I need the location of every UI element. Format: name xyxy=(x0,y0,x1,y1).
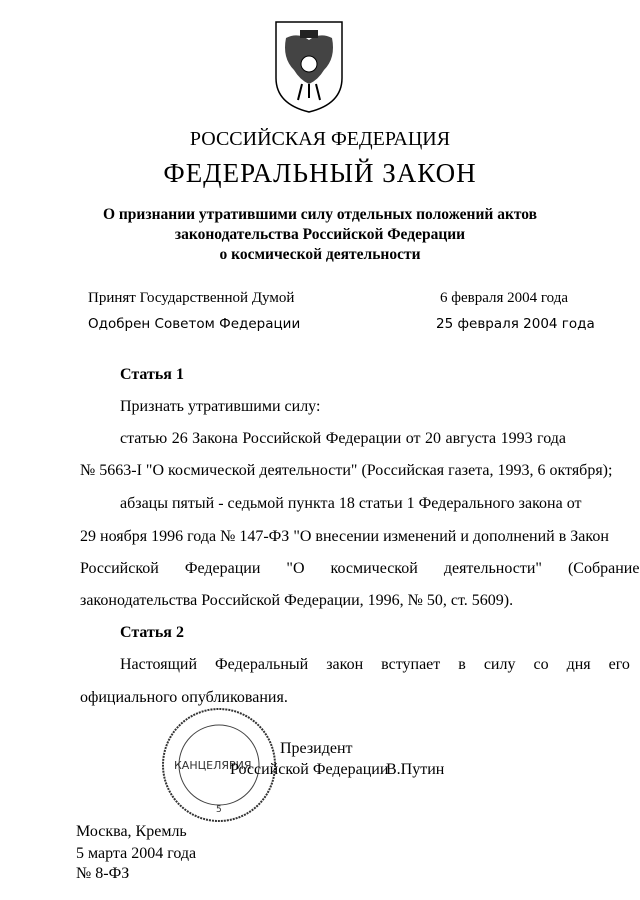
approval-label: Одобрен Советом Федерации xyxy=(88,316,301,332)
article-1-line: статью 26 Закона Российской Федерации от 20 августа 1993 года xyxy=(120,430,566,447)
signatory-name: В.Путин xyxy=(386,761,445,778)
subject-line: о космической деятельности xyxy=(219,246,421,263)
signing-date: 5 марта 2004 года xyxy=(76,845,197,862)
signature-title: Российской Федерации xyxy=(230,761,389,778)
article-1-line: 29 ноября 1996 года № 147-ФЗ "О внесении изменений и дополнений в Закон xyxy=(80,528,609,545)
law-number: № 8-ФЗ xyxy=(76,865,130,882)
document-type-heading: ФЕДЕРАЛЬНЫЙ ЗАКОН xyxy=(163,158,477,188)
article-1-intro: Признать утратившими силу: xyxy=(120,398,321,415)
article-2-title: Статья 2 xyxy=(120,624,184,641)
svg-text:КАНЦЕЛЯРИЯ: КАНЦЕЛЯРИЯ xyxy=(174,759,252,772)
subject-line: законодательства Российской Федерации xyxy=(174,226,466,243)
article-1-title: Статья 1 xyxy=(120,366,184,383)
signing-place: Москва, Кремль xyxy=(76,823,187,840)
adoption-label: Принят Государственной Думой xyxy=(88,290,295,306)
article-2-line: Настоящий Федеральный закон вступает в силу со дня его xyxy=(120,656,630,673)
coat-of-arms-emblem xyxy=(272,18,346,114)
adoption-date: 6 февраля 2004 года xyxy=(440,290,569,306)
article-1-line: абзацы пятый - седьмой пункта 18 статьи 1 Федерального закона от xyxy=(120,495,582,512)
article-1-line: Российской Федерации "О космической деятельности" (Собрание xyxy=(80,560,640,577)
article-1-line: № 5663-I "О космической деятельности" (Российская газета, 1993, 6 октября); xyxy=(80,462,613,479)
svg-text:5: 5 xyxy=(216,805,222,815)
signature-title: Президент xyxy=(280,740,353,757)
article-2-line: официального опубликования. xyxy=(80,689,288,706)
country-heading: РОССИЙСКАЯ ФЕДЕРАЦИЯ xyxy=(189,128,451,150)
approval-date: 25 февраля 2004 года xyxy=(436,316,595,332)
subject-line: О признании утратившими силу отдельных положений актов xyxy=(102,206,538,223)
article-1-line: законодательства Российской Федерации, 1996, № 50, ст. 5609). xyxy=(80,592,514,609)
